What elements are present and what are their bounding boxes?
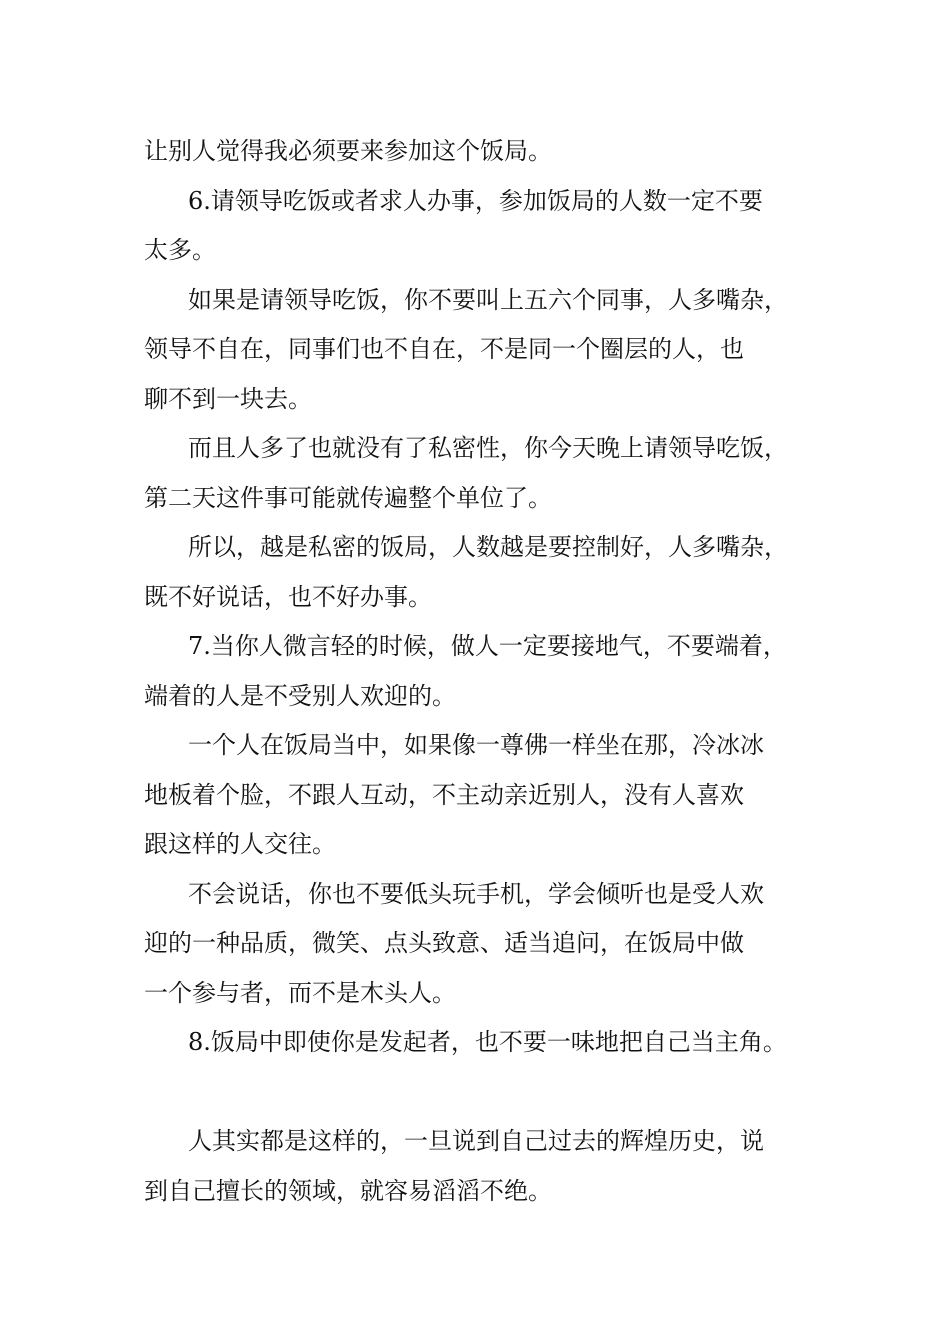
text-line: 人其实都是这样的，一旦说到自己过去的辉煌历史，说 [188, 1127, 764, 1155]
paragraph-2 [144, 177, 824, 276]
text-line: 8.饭局中即使你是发起者，也不要一味地把自己当主角。 [188, 1028, 787, 1056]
text-line: 到自己擅长的领域，就容易滔滔不绝。 [144, 1176, 552, 1205]
text-line: 迎的一种品质，微笑、点头致意、适当追问，在饭局中做 [144, 929, 744, 957]
text-line: 所以，越是私密的饭局，人数越是要控制好，人多嘴杂， [188, 533, 788, 561]
text-line: 7.当你人微言轻的时候，做人一定要接地气，不要端着， [188, 632, 787, 660]
text-line: 让别人觉得我必须要来参加这个饭局。 [144, 137, 552, 165]
paragraph-5 [144, 523, 824, 622]
text-line: 端着的人是不受别人欢迎的。 [144, 681, 456, 710]
paragraph-7 [144, 721, 824, 870]
paragraph-9 [144, 1018, 824, 1068]
text-line: 第二天这件事可能就传遍整个单位了。 [144, 483, 552, 512]
text-line: 太多。 [144, 236, 216, 264]
blank-line [144, 1068, 824, 1118]
text-line: 如果是请领导吃饭，你不要叫上五六个同事，人多嘴杂， [188, 285, 788, 314]
paragraph-8 [144, 870, 824, 1019]
text-line: 一个人在饭局当中，如果像一尊佛一样坐在那，冷冰冰 [188, 731, 764, 759]
paragraph-6 [144, 622, 824, 721]
paragraph-4 [144, 424, 824, 523]
text-line: 地板着个脸，不跟人互动，不主动亲近别人，没有人喜欢 [144, 780, 744, 809]
text-line: 跟这样的人交往。 [144, 830, 336, 858]
document-body [144, 127, 824, 1216]
text-line: 6.请领导吃饭或者求人办事，参加饭局的人数一定不要 [188, 186, 763, 215]
paragraph-1 [144, 127, 824, 177]
text-line: 领导不自在，同事们也不自在，不是同一个圈层的人，也 [144, 335, 744, 363]
text-line: 一个参与者，而不是木头人。 [144, 978, 456, 1007]
text-line: 而且人多了也就没有了私密性，你今天晚上请领导吃饭， [188, 434, 788, 462]
text-line: 不会说话，你也不要低头玩手机，学会倾听也是受人欢 [188, 879, 764, 908]
paragraph-10 [144, 1117, 824, 1216]
paragraph-3 [144, 276, 824, 425]
text-line: 既不好说话，也不好办事。 [144, 582, 432, 611]
text-line: 聊不到一块去。 [144, 384, 312, 413]
